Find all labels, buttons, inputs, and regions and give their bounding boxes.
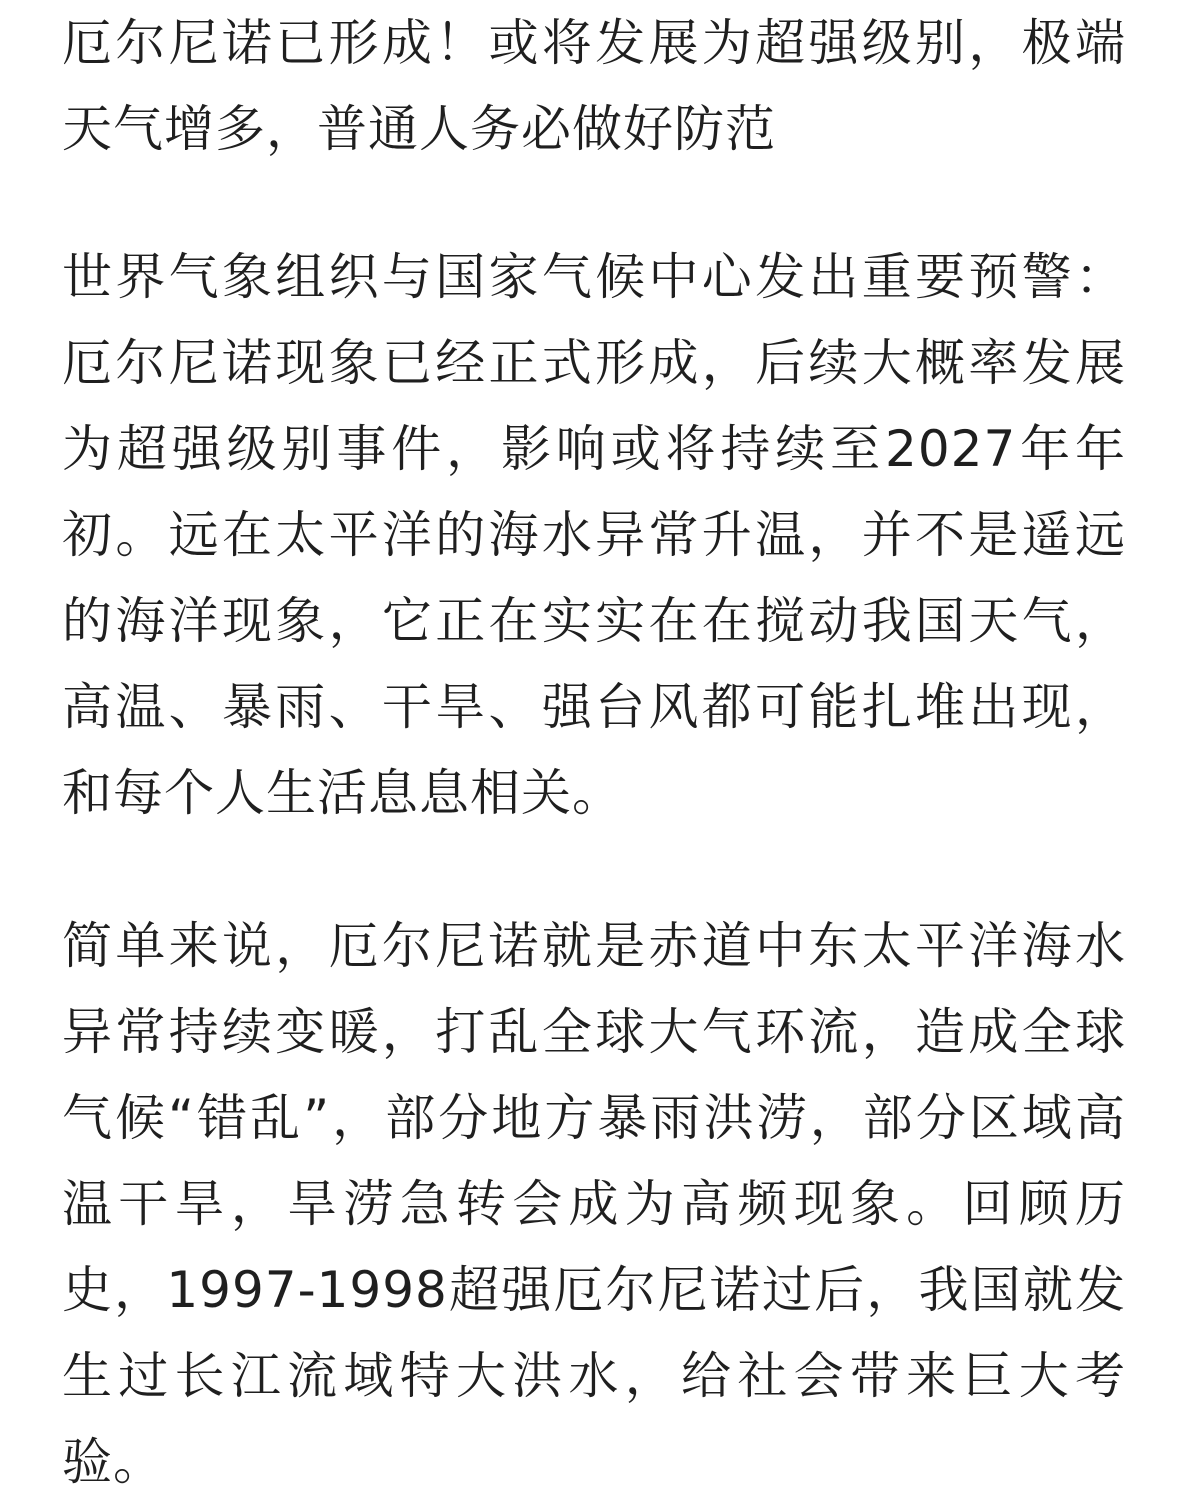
article-body	[62, 0, 1126, 1505]
article-paragraph: 简单来说，厄尔尼诺就是赤道中东太平洋海水异常持续变暖，打乱全球大气环流，造成全球气候“错乱”，部分地方暴雨洪涝，部分区域高温干旱，旱涝急转会成为高频现象。回顾历史，1997-1998超强厄尔尼诺过后，我国就发生过长江流域特大洪水，给社会带来巨大考验。	[62, 917, 1126, 1491]
article-headline: 厄尔尼诺已形成！或将发展为超强级别，极端天气增多，普通人务必做好防范	[62, 14, 1126, 158]
article-paragraph: 世界气象组织与国家气候中心发出重要预警：厄尔尼诺现象已经正式形成，后续大概率发展为超强级别事件，影响或将持续至2027年年初。远在太平洋的海水异常升温，并不是遥远的海洋现象，它正在实实在在搅动我国天气，高温、暴雨、干旱、强台风都可能扎堆出现，和每个人生活息息相关。	[62, 248, 1126, 822]
